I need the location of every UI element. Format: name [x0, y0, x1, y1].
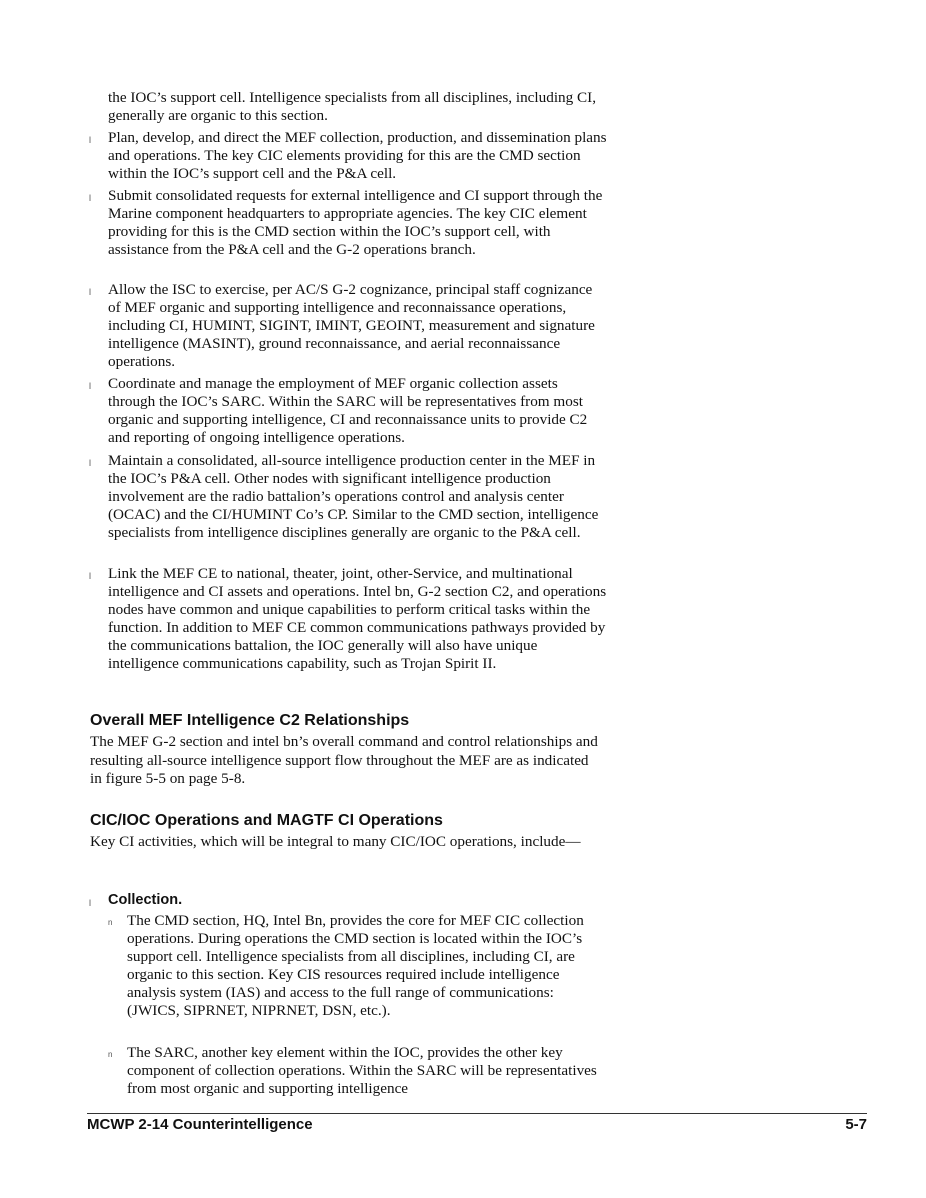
footer-title: MCWP 2-14 Counterintelligence [87, 1116, 313, 1133]
bullet-marker: l [89, 571, 91, 581]
page-number: 5-7 [845, 1116, 867, 1133]
bullet-item: Allow the ISC to exercise, per AC/S G-2 cognizance, principal staff cognizance of MEF organic and supporting intelligence and reconnaissance operations, including CI, HUMINT, SIGINT, IMINT, GEOINT, measurement and signature intelligence (MASINT), ground reconnaissance, and aerial reconnaissance operations. [108, 281, 595, 370]
bullet-item: Plan, develop, and direct the MEF collection, production, and dissemination plans and operations. The key CIC elements providing for this are the CMD section within the IOC’s support cell and the P&A cell. [108, 129, 607, 182]
bullet-item: Submit consolidated requests for external intelligence and CI support through the Marine component headquarters to appropriate agencies. The key CIC element providing for this is the CMD section within the IOC’s support cell, with assistance from the P&A cell and the G-2 operations branch. [108, 187, 603, 258]
section-heading: CIC/IOC Operations and MAGTF CI Operations [90, 812, 443, 829]
sub-bullet-marker: n [108, 918, 113, 927]
section-paragraph: The MEF G-2 section and intel bn’s overall command and control relationships and resulting all-source intelligence support flow throughout the MEF are as indicated in figure 5-5 on page 5-8. [90, 733, 598, 787]
footer-rule [87, 1113, 867, 1114]
bullet-item: Maintain a consolidated, all-source intelligence production center in the MEF in the IOC’s P&A cell. Other nodes with significant intelligence production involvement are the radio battalion’s operations control and analysis center (OCAC) and the CI/HUMINT Co’s CP. Similar to the CMD section, intelligence specialists from intelligence disciplines generally are organic to the P&A cell. [108, 452, 599, 541]
bullet-item-title: Collection. [108, 892, 183, 908]
bullet-marker: l [89, 287, 91, 297]
bullet-marker: l [89, 381, 91, 391]
section-heading: Overall MEF Intelligence C2 Relationships [90, 712, 410, 729]
bullet-marker: l [89, 458, 91, 468]
sub-bullet-item: The SARC, another key element within the IOC, provides the other key component of collection operations. Within the SARC will be representatives from most organic and supporting intelligence [127, 1044, 597, 1097]
continuation-text: the IOC’s support cell. Intelligence specialists from all disciplines, including CI, generally are organic to this section. [108, 89, 597, 124]
sub-bullet-marker: n [108, 1050, 113, 1059]
bullet-marker: l [89, 135, 91, 145]
bullet-marker: l [89, 898, 91, 908]
section-paragraph: Key CI activities, which will be integral to many CIC/IOC operations, include— [90, 833, 581, 850]
bullet-item: Link the MEF CE to national, theater, joint, other-Service, and multinational intelligence and CI assets and operations. Intel bn, G-2 section C2, and operations nodes have common and unique capabilities to perform critical tasks within the function. In addition to MEF CE common communications pathways provided by the communications battalion, the IOC generally will also have unique intelligence communications capability, such as Trojan Spirit II. [108, 565, 607, 672]
bullet-item: Coordinate and manage the employment of MEF organic collection assets through the IOC’s SARC. Within the SARC will be representatives from most organic and supporting intelligence, CI and reconnaissance units to provide C2 and reporting of ongoing intelligence operations. [108, 375, 588, 446]
sub-bullet-item: The CMD section, HQ, Intel Bn, provides the core for MEF CIC collection operations. During operations the CMD section is located within the IOC’s support cell. Intelligence specialists from all disciplines, including CI, are organic to this section. Key CIS resources required include intelligence analysis system (IAS) and access to the full range of communications: (JWICS, SIPRNET, NIPRNET, DSN, etc.). [127, 912, 584, 1019]
bullet-marker: l [89, 193, 91, 203]
